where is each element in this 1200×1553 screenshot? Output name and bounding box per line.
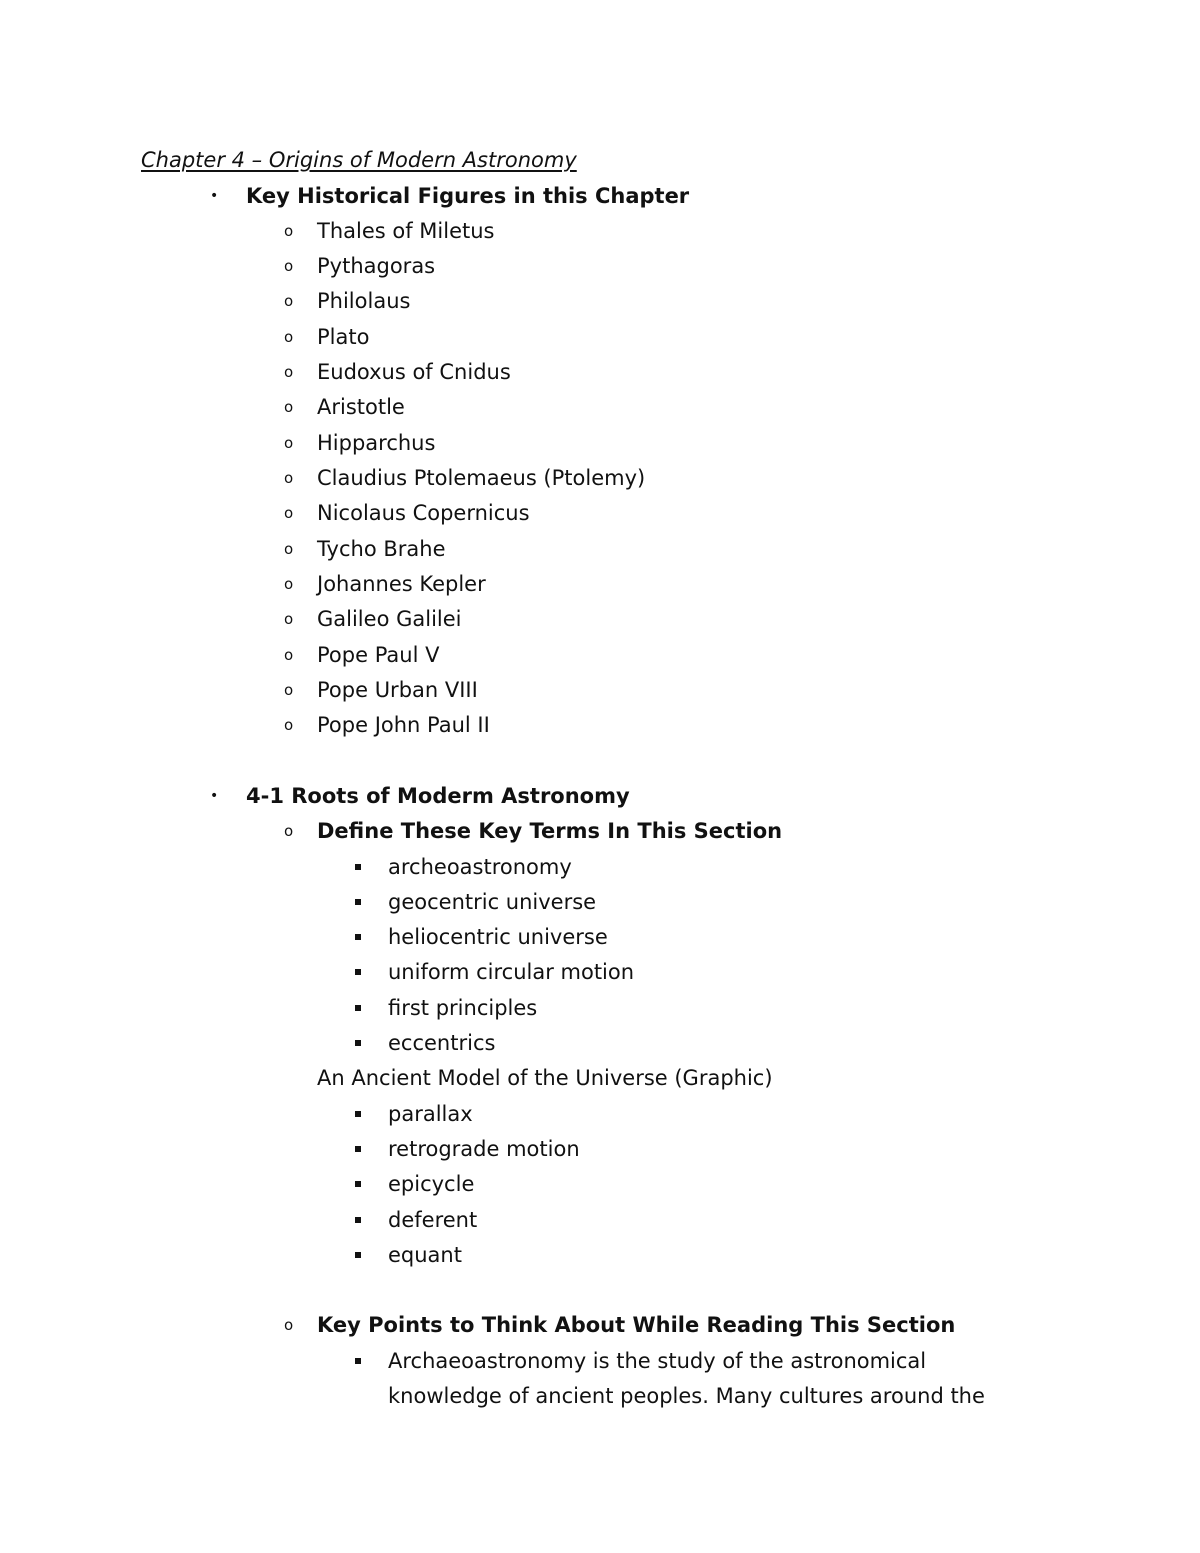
square-bullet-icon — [355, 1028, 361, 1058]
key-term: heliocentric universe — [388, 925, 608, 949]
key-term: deferent — [388, 1208, 478, 1232]
circle-marker: o — [284, 292, 294, 310]
key-term: eccentrics — [388, 1031, 496, 1055]
circle-marker: o — [284, 716, 294, 734]
key-point-line: Archaeoastronomy is the study of the astronomical — [388, 1349, 927, 1373]
figure-item: Eudoxus of Cnidus — [317, 360, 511, 384]
circle-marker: o — [284, 504, 294, 522]
square-bullet-icon — [355, 1346, 361, 1376]
circle-marker: o — [284, 328, 294, 346]
figure-item: Aristotle — [317, 395, 405, 419]
bullet-marker: • — [210, 788, 219, 804]
key-term: archeoastronomy — [388, 855, 572, 879]
section-4-1-heading: 4-1 Roots of Moderm Astronomy — [246, 784, 630, 808]
square-bullet-icon — [355, 922, 361, 952]
key-term: geocentric universe — [388, 890, 597, 914]
figure-item: Pythagoras — [317, 254, 436, 278]
figures-heading: Key Historical Figures in this Chapter — [246, 184, 690, 208]
circle-marker: o — [284, 469, 294, 487]
key-term: equant — [388, 1243, 462, 1267]
key-term: retrograde motion — [388, 1137, 580, 1161]
circle-marker: o — [284, 222, 294, 240]
key-term: parallax — [388, 1102, 473, 1126]
figure-item: Thales of Miletus — [317, 219, 495, 243]
figure-item: Philolaus — [317, 289, 411, 313]
bullet-marker: • — [210, 188, 219, 204]
figure-item: Johannes Kepler — [317, 572, 486, 596]
circle-marker: o — [284, 434, 294, 452]
key-terms-heading: Define These Key Terms In This Section — [317, 819, 783, 843]
figure-item: Tycho Brahe — [317, 537, 446, 561]
figure-item: Pope Urban VIII — [317, 678, 478, 702]
square-bullet-icon — [355, 887, 361, 917]
circle-marker: o — [284, 610, 294, 628]
figure-item: Pope Paul V — [317, 643, 440, 667]
circle-marker: o — [284, 257, 294, 275]
circle-marker: o — [284, 646, 294, 664]
square-bullet-icon — [355, 1134, 361, 1164]
square-bullet-icon — [355, 993, 361, 1023]
square-bullet-icon — [355, 1099, 361, 1129]
circle-marker: o — [284, 1316, 294, 1334]
key-term: epicycle — [388, 1172, 475, 1196]
key-points-heading: Key Points to Think About While Reading This Section — [317, 1313, 956, 1337]
figure-item: Plato — [317, 325, 370, 349]
key-point-line: knowledge of ancient peoples. Many cultures around the — [388, 1384, 985, 1408]
square-bullet-icon — [355, 957, 361, 987]
figure-item: Nicolaus Copernicus — [317, 501, 530, 525]
graphic-label: An Ancient Model of the Universe (Graphic) — [317, 1066, 773, 1090]
chapter-title: Chapter 4 – Origins of Modern Astronomy — [141, 148, 577, 172]
circle-marker: o — [284, 575, 294, 593]
figure-item: Claudius Ptolemaeus (Ptolemy) — [317, 466, 646, 490]
figure-item: Galileo Galilei — [317, 607, 462, 631]
circle-marker: o — [284, 363, 294, 381]
square-bullet-icon — [355, 1240, 361, 1270]
circle-marker: o — [284, 822, 294, 840]
figure-item: Hipparchus — [317, 431, 436, 455]
key-term: first principles — [388, 996, 538, 1020]
circle-marker: o — [284, 398, 294, 416]
square-bullet-icon — [355, 1169, 361, 1199]
square-bullet-icon — [355, 852, 361, 882]
circle-marker: o — [284, 681, 294, 699]
figure-item: Pope John Paul II — [317, 713, 490, 737]
square-bullet-icon — [355, 1205, 361, 1235]
key-term: uniform circular motion — [388, 960, 635, 984]
circle-marker: o — [284, 540, 294, 558]
